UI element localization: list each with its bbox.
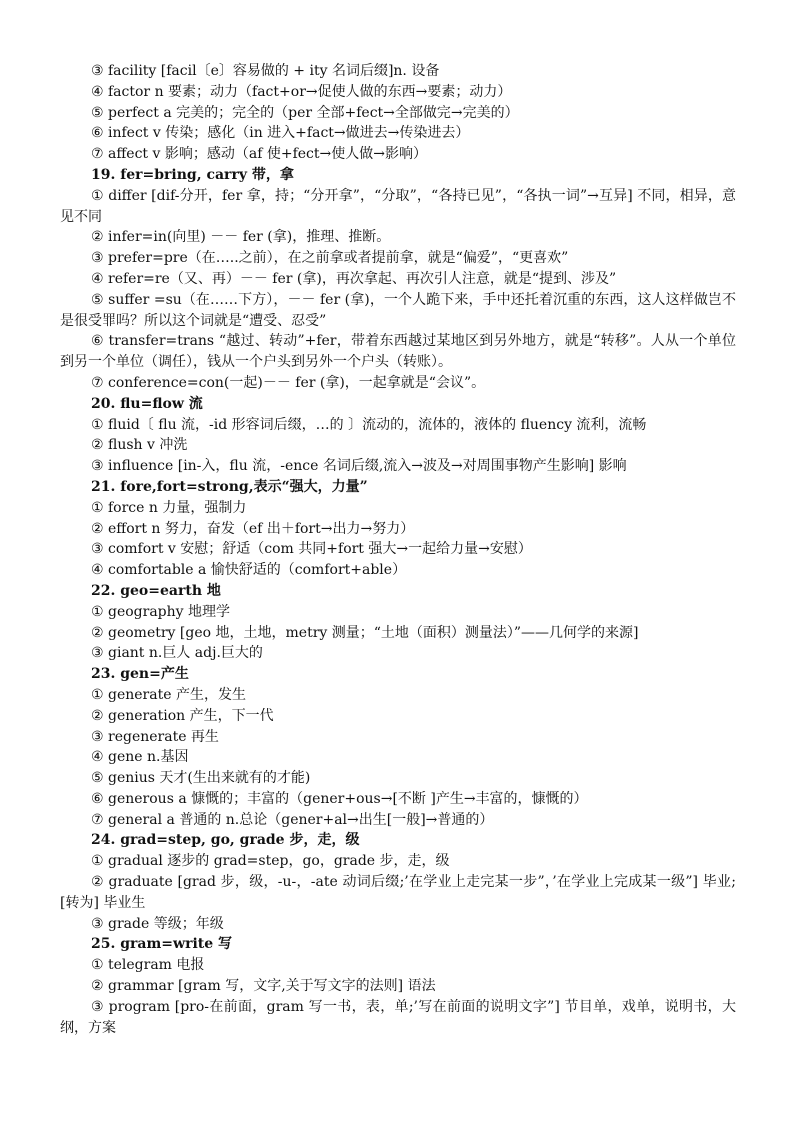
entry-line: ⑤ perfect a 完美的；完全的（per 全部+fect→全部做完→完美的） [91,104,519,121]
entry-paragraph: ⑥ transfer=trans “越过、转动”+fer，带着东西越过某地区到另外地方，就是“转移”。人从一个单位到另一个单位（调任），钱从一个户头到另外一个户头（转账）。 [60,333,736,371]
entry-line: ③ grade 等级；年级 [91,915,224,932]
entry-line: ⑤ genius 天才(生出来就有的才能) [91,770,311,787]
entry-line: ① gradual 逐步的 grad=step，go，grade 步，走，级 [91,853,450,870]
entry-line: ⑥ infect v 传染；感化（in 进入+fact→做进去→传染进去） [91,125,470,142]
entry-line: ① telegram 电报 [91,957,205,974]
document-page [60,61,736,1038]
entry-paragraph: ① differ [dif-分开，fer 拿，持；“分开拿”，“分取”，“各持已见”，“各执一词”→互异] 不同，相异，意见不同 [60,187,736,225]
entry-line: ⑦ affect v 影响；感动（af 使+fect→使人做→影响） [91,146,427,163]
entry-line: ① geography 地理学 [91,603,231,620]
entry-line: ① force n 力量，强制力 [91,499,247,516]
entry-line: ⑥ generous a 慷慨的；丰富的（gener+ous→[不断 ]产生→丰富的，慷慨的） [91,790,588,807]
entry-paragraph: ③ program [pro-在前面，gram 写一书，表，单;’写在前面的说明文字”] 节目单，戏单，说明书，大纲，方案 [60,998,736,1036]
entry-line: ④ gene n.基因 [91,749,189,766]
entry-line: ② infer=in(向里) －－ fer (拿)，推理、推断。 [91,229,391,246]
section-heading: 24. grad=step, go, grade 步，走，级 [91,832,360,849]
entry-line: ② flush v 冲洗 [91,437,188,454]
entry-paragraph: ① fluid〔 flu 流，-id 形容词后缀，…的 〕流动的，流体的，液体的 fluency 流利，流畅 [91,416,647,433]
entry-line: ② grammar [gram 写，文字,关于写文字的法则] 语法 [91,978,436,995]
entry-line: ② effort n 努力，奋发（ef 出＋fort→出力→努力） [91,520,415,537]
entry-line: ③ regenerate 再生 [91,728,219,745]
entry-line: ② geometry [geo 地，土地，metry 测量；“土地（面积）测量法）”——几何学的来源] [91,624,639,641]
section-heading: 19. fer=bring, carry 带，拿 [91,166,294,183]
entry-line: ④ refer=re（又、再）－－ fer (拿)，再次拿起、再次引人注意，就是“提到、涉及” [91,270,617,287]
section-heading: 21. fore,fort=strong,表示“强大，力量” [91,478,368,495]
entry-paragraph: ② graduate [grad 步，级，-u-，-ate 动词后缀;’在学业上走完某一步”，’在学业上完成某一级”] 毕业;[转为] 毕业生 [60,874,736,911]
entry-line: ③ prefer=pre（在…..之前），在之前拿或者提前拿，就是“偏爱”，“更喜欢” [91,250,569,267]
entry-line: ③ influence [in-入，flu 流，-ence 名词后缀,流入→波及→对周围事物产生影响] 影响 [91,458,627,475]
section-heading: 23. gen=产生 [91,666,189,683]
section-heading: 25. gram=write 写 [91,936,233,953]
entry-line: ③ giant n.巨人 adj.巨大的 [91,645,263,662]
entry-line: ③ comfort v 安慰；舒适（com 共同+fort 强大→一起给力量→安慰） [91,541,532,558]
entry-line: ① generate 产生，发生 [91,686,246,703]
entry-paragraph: ⑤ suffer =su（在……下方），－－ fer (拿)，一个人跪下来，手中还托着沉重的东西，这人这样做岂不是很受罪吗？所以这个词就是“遭受、忍受” [60,291,736,329]
entry-line: ④ comfortable a 愉快舒适的（comfort+able） [91,562,407,579]
entry-line: ③ facility [facil〔e〕容易做的 + ity 名词后缀]n. 设备 [91,63,440,79]
entry-line: ⑦ general a 普通的 n.总论（gener+al→出生[一般]→普通的） [91,811,494,828]
entry-line: ② generation 产生，下一代 [91,707,274,724]
entry-line: ④ factor n 要素；动力（fact+or→促使人做的东西→要素；动力） [91,83,512,100]
section-heading: 22. geo=earth 地 [91,582,221,599]
section-heading: 20. flu=flow 流 [91,395,203,412]
entry-line: ⑦ conference=con(一起)－－ fer (拿)，一起拿就是“会议”。 [91,374,486,391]
